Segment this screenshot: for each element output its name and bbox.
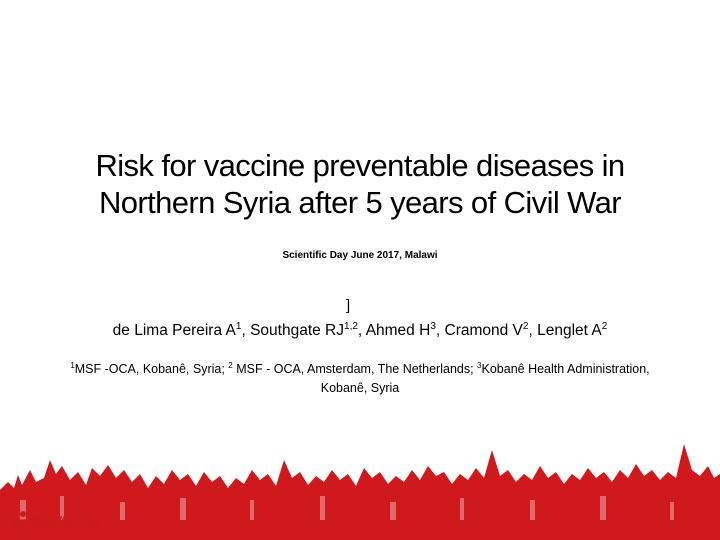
author: Southgate RJ$^{1,2}$,	[250, 321, 366, 340]
title-line-1: Risk for vaccine preventable diseases in	[95, 148, 625, 183]
affiliation: MSF - OCA, Amsterdam, The Netherlands;	[232, 362, 478, 377]
slide-subtitle: Scientific Day June 2017, Malawi	[282, 250, 438, 261]
author-list	[0, 321, 720, 340]
msf-running-man-icon	[10, 510, 32, 536]
slide-title	[40, 147, 680, 221]
affiliation: MSF -OCA, Kobanê, Syria;	[74, 362, 229, 377]
stray-bracket: ]	[346, 297, 351, 314]
author: de Lima Pereira $A^1$,	[112, 321, 251, 340]
author: Cramond $V^2$,	[444, 321, 538, 340]
author: Ahmed $H^3$,	[365, 321, 445, 340]
affiliation: Kobanê Health Administration, Kobanê, Syria	[320, 362, 650, 396]
title-line-2: Northern Syria after 5 years of Civil War	[98, 185, 622, 220]
affiliations: $^1$MSF -OCA, Kobanê, Syria; $^2$ MSF - OCA, Amsterdam, The Netherlands; $^3$Kobanê Health Administration, Kobanê, Syria	[70, 361, 650, 396]
msf-logo-text: MEDECINS SANS FRONTIERES	[31, 516, 101, 530]
author: Lenglet $A^2$	[537, 321, 608, 340]
red-people-silhouette-banner	[0, 430, 720, 540]
